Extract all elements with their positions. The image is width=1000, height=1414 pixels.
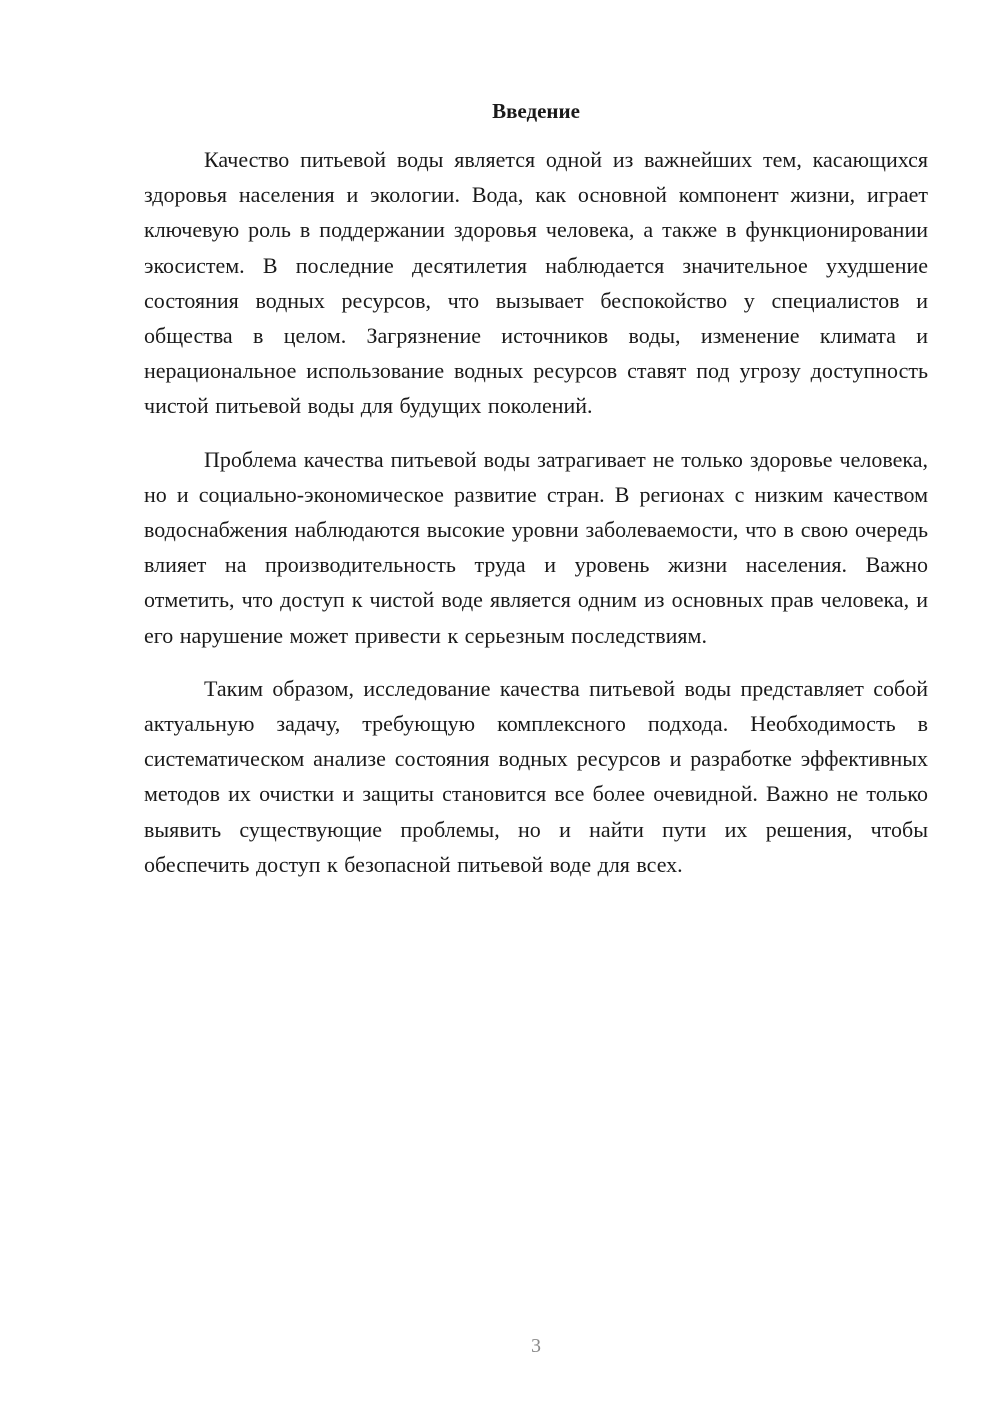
body-text bbox=[144, 142, 928, 900]
paragraph-2: Проблема качества питьевой воды затрагивает не только здоровье человека, но и социально-экономическое развитие стран. В регионах с низким качеством водоснабжения наблюдаются высокие уровни заболеваемости, что в свою очередь влияет на производительность труда и уровень жизни населения. Важно отметить, что доступ к чистой воде является одним из основных прав человека, и его нарушение может привести к серьезным последствиям. bbox=[144, 446, 928, 648]
paragraph-3: Таким образом, исследование качества питьевой воды представляет собой актуальную задачу, требующую комплексного подхода. Необходимость в систематическом анализе состояния водных ресурсов и разработке эффективных методов их очистки и защиты становится все более очевидной. Важно не только выявить существующие проблемы, но и найти пути их решения, чтобы обеспечить доступ к безопасной питьевой воде для всех. bbox=[144, 675, 928, 877]
paragraph-1: Качество питьевой воды является одной из важнейших тем, касающихся здоровья населения и экологии. Вода, как основной компонент жизни, играет ключевую роль в поддержании здоровья человека, а также в функционировании экосистем. В последние десятилетия наблюдается значительное ухудшение состояния водных ресурсов, что вызывает беспокойство у специалистов и общества в целом. Загрязнение источников воды, изменение климата и нерациональное использование водных ресурсов ставят под угрозу доступность чистой питьевой воды для будущих поколений. bbox=[144, 147, 928, 419]
section-heading: Введение bbox=[492, 99, 580, 123]
page-number: 3 bbox=[531, 1335, 541, 1357]
